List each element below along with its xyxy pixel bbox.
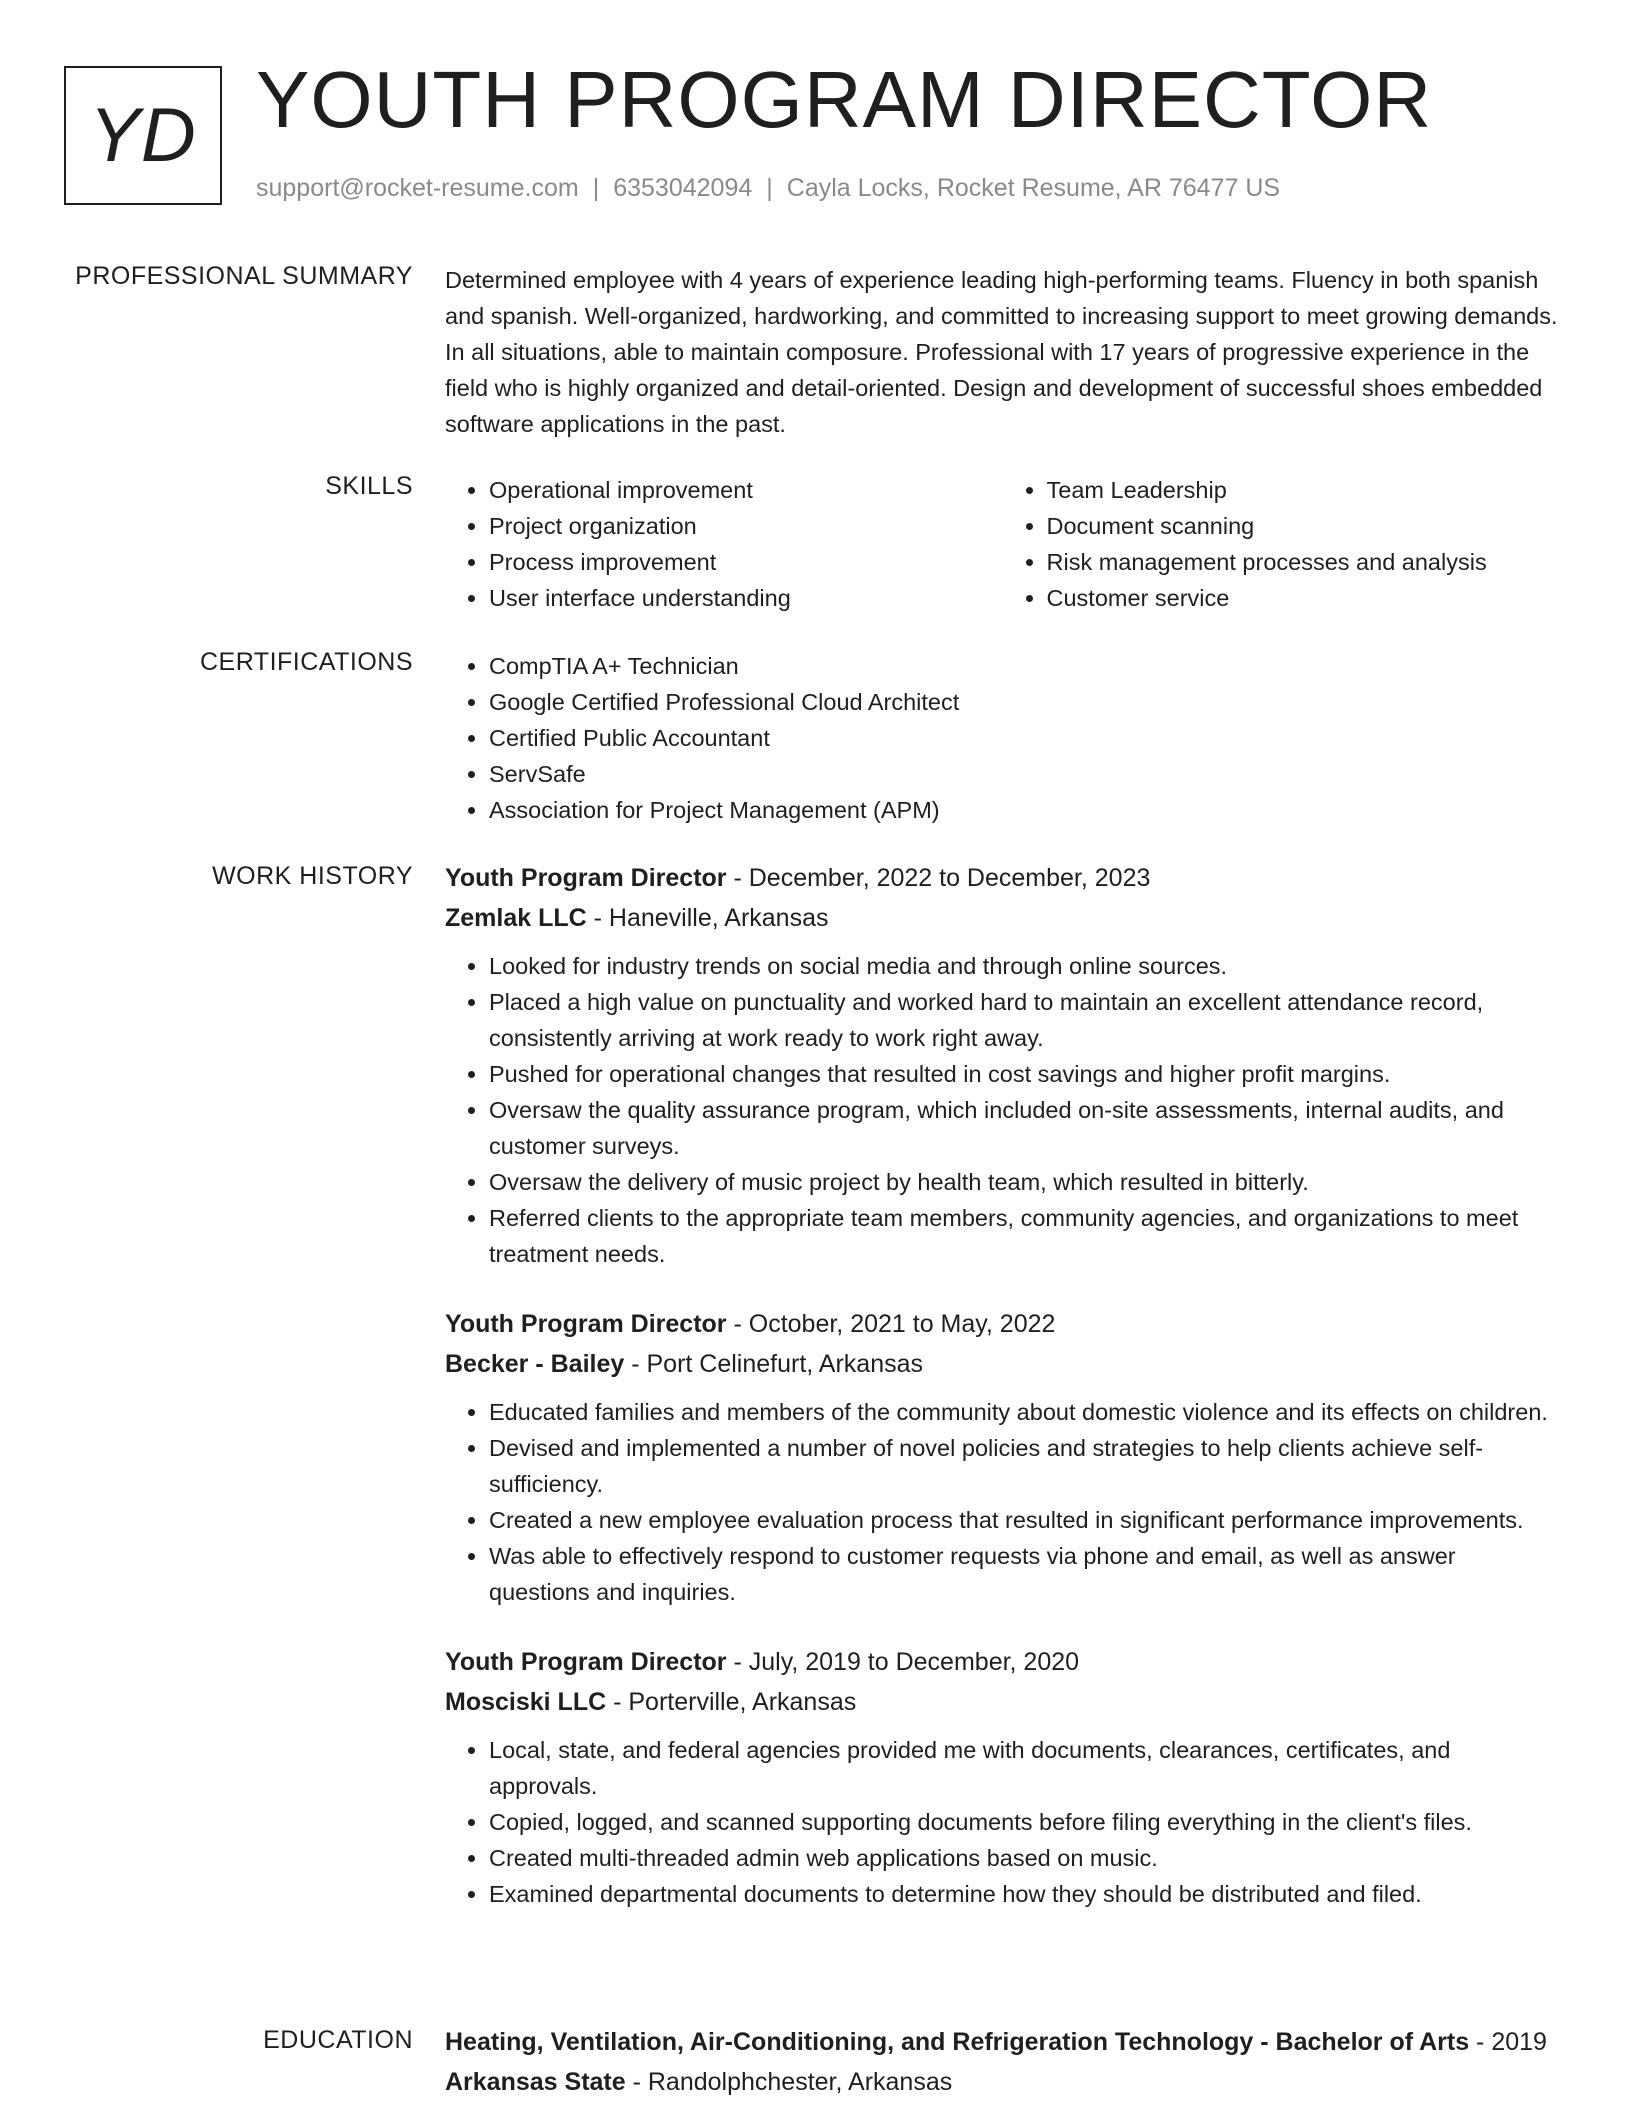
job-dates: - October, 2021 to May, 2022 bbox=[726, 1310, 1056, 1338]
job-company: Mosciski LLC bbox=[445, 1688, 607, 1716]
job-entry bbox=[445, 1304, 1560, 1610]
skills-body bbox=[445, 472, 1560, 616]
contact-separator: | bbox=[592, 174, 600, 202]
job-bullet: • Pushed for operational changes that resulted in cost savings and higher profit margins. bbox=[489, 1056, 1560, 1092]
job-bullet: • Created multi-threaded admin web applications based on music. bbox=[489, 1840, 1560, 1876]
certification-item: • ServSafe bbox=[489, 756, 1560, 792]
education-body bbox=[445, 2022, 1560, 2102]
contact-address: Cayla Locks, Rocket Resume, AR 76477 US bbox=[786, 174, 1281, 202]
work-history-body bbox=[445, 858, 1560, 1944]
skill-item: • Project organization bbox=[489, 508, 1003, 544]
certification-item: • CompTIA A+ Technician bbox=[489, 648, 1560, 684]
job-bullets bbox=[445, 948, 1560, 1272]
education-location: - Randolphchester, Arkansas bbox=[625, 2068, 953, 2096]
contact-email[interactable]: support@rocket-resume.com bbox=[256, 174, 579, 202]
monogram-logo: YD bbox=[64, 66, 222, 205]
job-title: Youth Program Director bbox=[445, 1648, 727, 1676]
job-title-line bbox=[445, 1304, 1560, 1344]
skill-item: • Customer service bbox=[1047, 580, 1561, 616]
job-entry bbox=[445, 858, 1560, 1272]
job-company-line bbox=[445, 1344, 1560, 1384]
certifications-heading: CERTIFICATIONS bbox=[199, 648, 413, 676]
summary-body bbox=[445, 262, 1560, 442]
skill-item: • Risk management processes and analysis bbox=[1047, 544, 1561, 580]
job-bullet: • Oversaw the quality assurance program, which included on-site assessments, internal audits, and customer surveys. bbox=[489, 1092, 1560, 1164]
job-bullet: • Looked for industry trends on social media and through online sources. bbox=[489, 948, 1560, 984]
job-bullet: • Created a new employee evaluation process that resulted in significant performance improvements. bbox=[489, 1502, 1560, 1538]
job-location: - Port Celinefurt, Arkansas bbox=[624, 1350, 924, 1378]
summary-text: Determined employee with 4 years of experience leading high-performing teams. Fluency in both spanish and spanish. Well-organized, hardworking, and committed to increasing support to meet growing demands. In all situations, able to maintain composure. Professional with 17 years of progressive experience in the field who is highly organized and detail-oriented. Design and development of successful shoes embedded software applications in the past. bbox=[445, 267, 1558, 437]
work-history-heading: WORK HISTORY bbox=[212, 862, 413, 890]
education-school-line bbox=[445, 2062, 1560, 2102]
job-title-line bbox=[445, 858, 1560, 898]
job-bullet: • Oversaw the delivery of music project by health team, which resulted in bitterly. bbox=[489, 1164, 1560, 1200]
summary-heading: PROFESSIONAL SUMMARY bbox=[75, 262, 413, 290]
certification-item: • Google Certified Professional Cloud Architect bbox=[489, 684, 1560, 720]
education-school: Arkansas State bbox=[445, 2068, 626, 2096]
skills-heading: SKILLS bbox=[325, 472, 413, 500]
job-bullet: • Examined departmental documents to determine how they should be distributed and filed. bbox=[489, 1876, 1560, 1912]
job-company-line bbox=[445, 1682, 1560, 1722]
education-year: - 2019 bbox=[1469, 2028, 1547, 2056]
job-title: Youth Program Director bbox=[445, 864, 727, 892]
job-company-line bbox=[445, 898, 1560, 938]
job-location: - Porterville, Arkansas bbox=[606, 1688, 857, 1716]
job-entry bbox=[445, 1642, 1560, 1912]
skill-item: • User interface understanding bbox=[489, 580, 1003, 616]
job-dates: - December, 2022 to December, 2023 bbox=[726, 864, 1151, 892]
certification-item: • Certified Public Accountant bbox=[489, 720, 1560, 756]
contact-line bbox=[256, 174, 1280, 203]
skill-item: • Operational improvement bbox=[489, 472, 1003, 508]
skills-list-left bbox=[445, 472, 1003, 616]
certifications-body bbox=[445, 648, 1560, 828]
contact-separator: | bbox=[766, 174, 773, 202]
job-bullet: • Local, state, and federal agencies provided me with documents, clearances, certificates, and approvals. bbox=[489, 1732, 1560, 1804]
job-bullets bbox=[445, 1732, 1560, 1912]
education-degree: Heating, Ventilation, Air-Conditioning, and Refrigeration Technology - Bachelor of Arts bbox=[445, 2028, 1470, 2056]
job-company: Zemlak LLC bbox=[445, 904, 587, 932]
skills-list-right bbox=[1003, 472, 1561, 616]
job-title: Youth Program Director bbox=[445, 1310, 727, 1338]
job-location: - Haneville, Arkansas bbox=[586, 904, 829, 932]
certifications-list bbox=[445, 648, 1560, 828]
education-degree-line bbox=[445, 2022, 1560, 2062]
job-bullet: • Referred clients to the appropriate team members, community agencies, and organizations to meet treatment needs. bbox=[489, 1200, 1560, 1272]
skill-item: • Document scanning bbox=[1047, 508, 1561, 544]
job-company: Becker - Bailey bbox=[445, 1350, 625, 1378]
job-dates: - July, 2019 to December, 2020 bbox=[726, 1648, 1080, 1676]
job-bullet: • Devised and implemented a number of novel policies and strategies to help clients achieve self-sufficiency. bbox=[489, 1430, 1560, 1502]
job-bullets bbox=[445, 1394, 1560, 1610]
skill-item: • Team Leadership bbox=[1047, 472, 1561, 508]
job-bullet: • Was able to effectively respond to customer requests via phone and email, as well as answer questions and inquiries. bbox=[489, 1538, 1560, 1610]
page-title: YOUTH PROGRAM DIRECTOR bbox=[256, 55, 1433, 144]
job-bullet: • Educated families and members of the community about domestic violence and its effects on children. bbox=[489, 1394, 1560, 1430]
job-bullet: • Copied, logged, and scanned supporting documents before filing everything in the client's files. bbox=[489, 1804, 1560, 1840]
job-title-line bbox=[445, 1642, 1560, 1682]
contact-phone[interactable]: 6353042094 bbox=[613, 174, 753, 202]
education-heading: EDUCATION bbox=[263, 2026, 413, 2054]
job-bullet: • Placed a high value on punctuality and worked hard to maintain an excellent attendance record, consistently arriving at work ready to work right away. bbox=[489, 984, 1560, 1056]
certification-item: • Association for Project Management (APM) bbox=[489, 792, 1560, 828]
skill-item: • Process improvement bbox=[489, 544, 1003, 580]
